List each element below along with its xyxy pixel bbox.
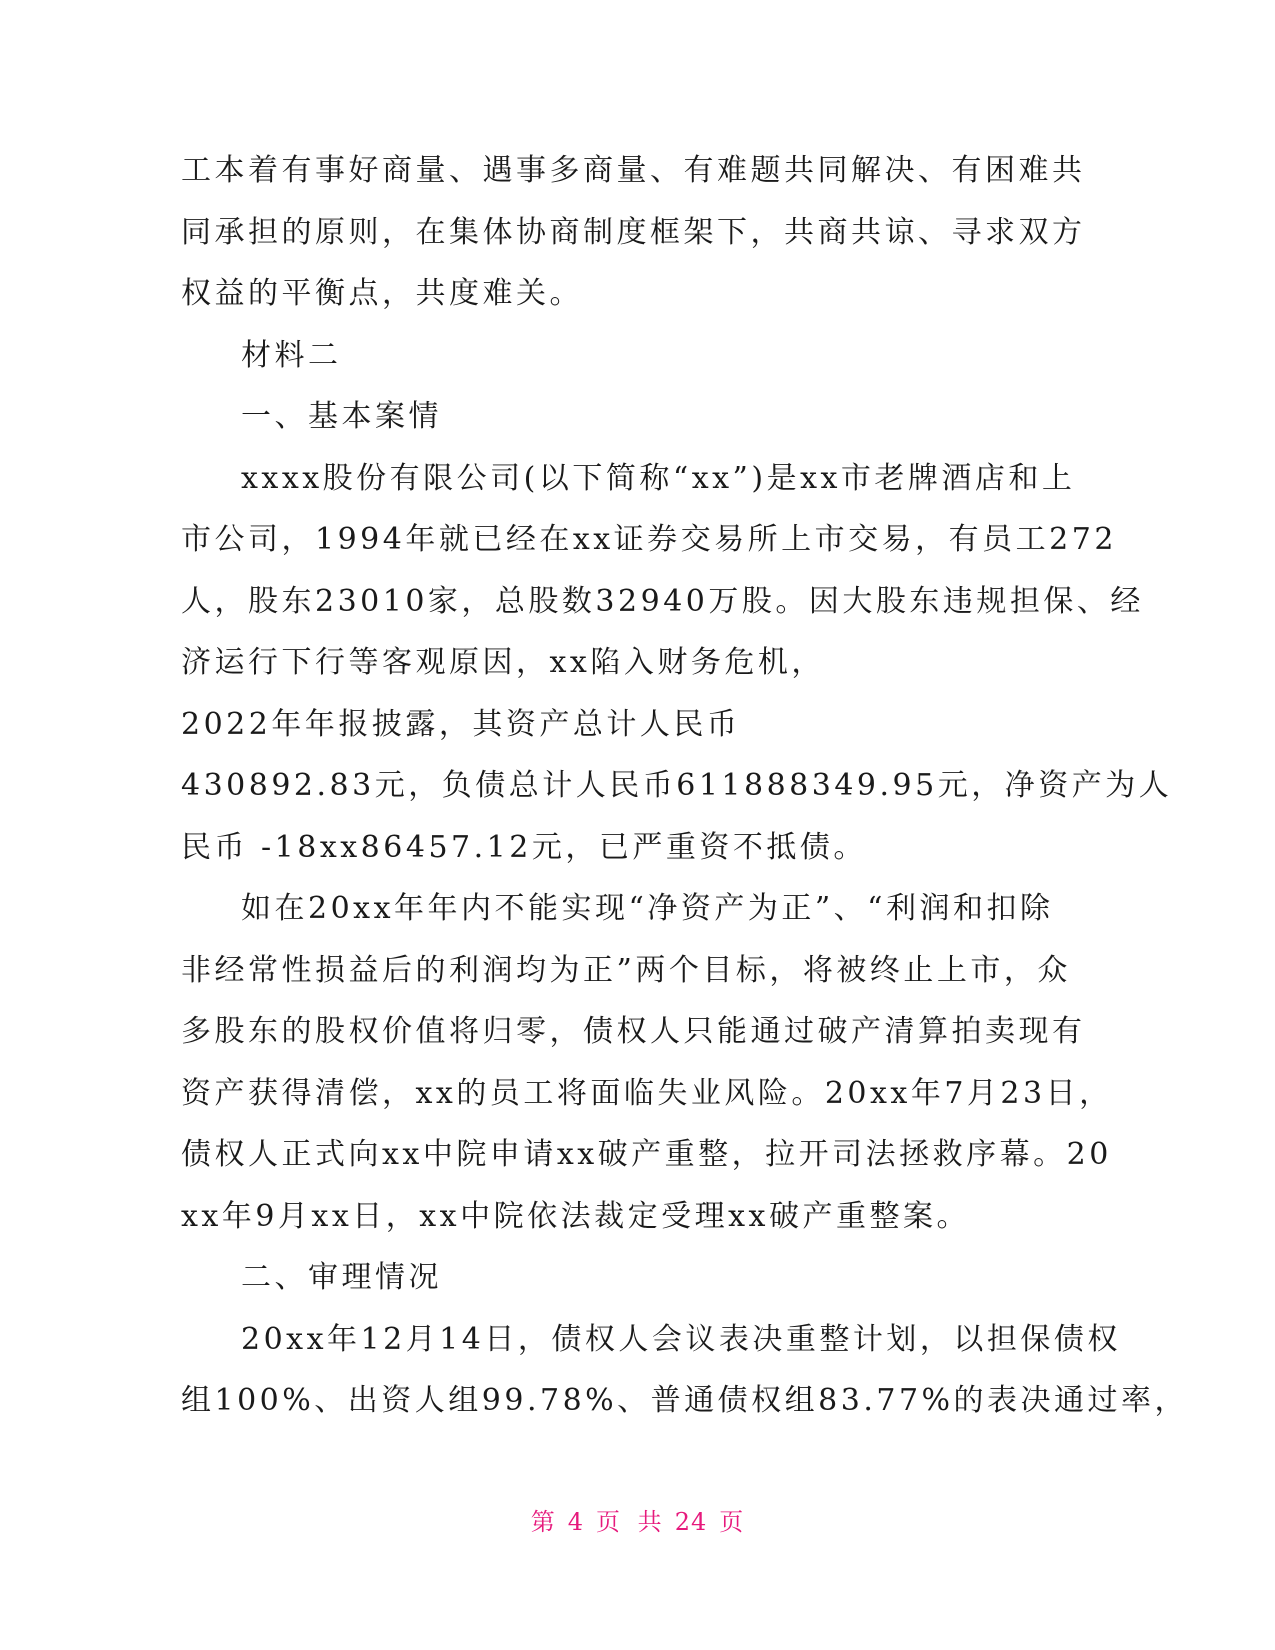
text-line: 人，股东23010家，总股数32940万股。因大股东违规担保、经 <box>181 583 1144 619</box>
text-line: 债权人正式向xx中院申请xx破产重整，拉开司法拯救序幕。20 <box>181 1137 1112 1172</box>
text-line: 工本着有事好商量、遇事多商量、有难题共同解决、有困难共 <box>181 153 1086 188</box>
current-page-number: 4 <box>567 1508 585 1536</box>
section-heading: 二、审理情况 <box>241 1260 442 1295</box>
section-heading: 材料二 <box>241 337 342 373</box>
section-heading: 一、基本案情 <box>241 399 442 434</box>
text-line: 资产获得清偿，xx的员工将面临失业风险。20xx年7月23日， <box>181 1075 1113 1111</box>
page-footer <box>0 1502 1275 1537</box>
text-line: xx年9月xx日，xx中院依法裁定受理xx破产重整案。 <box>181 1198 970 1234</box>
text-line: 非经常性损益后的利润均为正”两个目标，将被终止上市，众 <box>181 952 1071 988</box>
text-line: 组100%、出资人组99.78%、普通债权组83.77%的表决通过率， <box>181 1383 1189 1418</box>
text-line: 民币 -18xx86457.12元，已严重资不抵债。 <box>181 829 867 865</box>
footer-prefix: 第 <box>530 1508 556 1536</box>
text-line: xxxx股份有限公司(以下简称“xx”)是xx市老牌酒店和上 <box>241 460 1076 496</box>
text-line: 430892.83元，负债总计人民币611888349.95元，净资产为人 <box>181 768 1173 803</box>
document-body <box>181 140 1189 1432</box>
text-line: 如在20xx年年内不能实现“净资产为正”、“利润和扣除 <box>241 891 1054 926</box>
footer-middle: 页 共 <box>596 1508 663 1536</box>
text-line: 市公司，1994年就已经在xx证券交易所上市交易，有员工272 <box>181 522 1117 557</box>
total-pages-number: 24 <box>674 1508 708 1536</box>
text-line: 济运行下行等客观原因，xx陷入财务危机， <box>181 645 825 680</box>
text-line: 同承担的原则，在集体协商制度框架下，共商共谅、寻求双方 <box>181 214 1086 250</box>
text-line: 2022年年报披露，其资产总计人民币 <box>181 706 741 742</box>
footer-suffix: 页 <box>719 1508 745 1536</box>
text-line: 多股东的股权价值将归零，债权人只能通过破产清算拍卖现有 <box>181 1014 1086 1049</box>
text-line: 权益的平衡点，共度难关。 <box>181 276 583 311</box>
text-line: 20xx年12月14日，债权人会议表决重整计划，以担保债权 <box>241 1321 1121 1357</box>
